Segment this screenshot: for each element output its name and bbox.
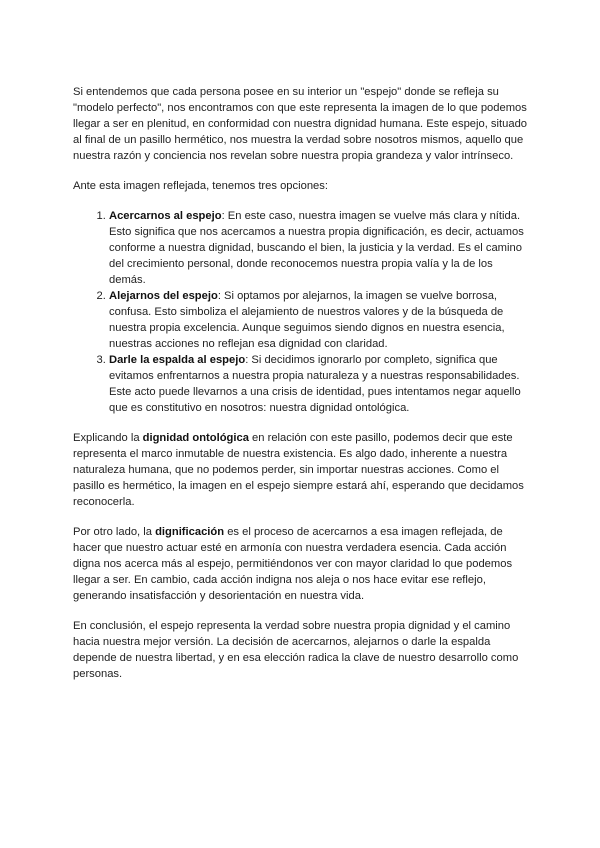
option-text: : Si optamos por alejarnos, la imagen se vuelve borrosa, confusa. Esto simboliza el alejamiento de nuestros valores y de la búsqueda de nuestra propia excelencia. Aunque seguimos siendo dignos en nuestra esencia, nuestras acciones no reflejan esa dignidad con claridad. [109,290,505,350]
paragraph-text: es el proceso de acercarnos a esa imagen reflejada, de hacer que nuestro actuar esté en armonía con nuestra verdadera esencia. Cada acción digna nos acerca más al espejo, permitiéndonos ver con mayor claridad lo que podemos llegar a ser. En cambio, cada acción indigna nos aleja o nos hace evitar ese reflejo, generando insatisfacción y desorientación en nuestra vida. [73,526,513,602]
option-text: : En este caso, nuestra imagen se vuelve más clara y nítida. Esto significa que nos acercamos a nuestra propia dignificación, es decir, actuamos conforme a nuestra dignidad, buscando el bien, la justicia y la verdad. Es el camino del crecimiento personal, donde reconocemos nuestra propia valía y la de los demás. [109,210,524,286]
paragraph-text: Por otro lado, la [73,526,156,538]
list-item [109,352,531,416]
conclusion-paragraph: En conclusión, el espejo representa la verdad sobre nuestra propia dignidad y el camino hacia nuestra mejor versión. La decisión de acercarnos, alejarnos o darle la espalda depende de nuestra libertad, y en esa elección radica la clave de nuestro desarrollo como personas. [73,620,519,680]
paragraph-text: Explicando la [73,432,143,444]
bold-term: dignidad ontológica [142,432,249,444]
option-text: : Si decidimos ignorarlo por completo, significa que evitamos enfrentarnos a nuestra propia naturaleza y a nuestras responsabilidades. Este acto puede llevarnos a una crisis de identidad, pues intentamos negar aquello que es constitutivo en nosotros: nuestra dignidad ontológica. [109,354,521,414]
list-item [109,288,531,352]
paragraph-text: en relación con este pasillo, podemos decir que este representa el marco inmutable de nuestra existencia. Es algo dado, inherente a nuestra naturaleza humana, que no podemos perder, sin importar nuestras acciones. Como el pasillo es hermético, la imagen en el espejo siempre estará ahí, esperando que decidamos reconocerla. [73,432,524,508]
options-list [73,208,531,416]
list-item [109,208,531,288]
option-term: Acercarnos al espejo [109,210,222,222]
bold-term: dignificación [155,526,225,538]
option-term: Darle la espalda al espejo [109,354,246,366]
intro-paragraph: Si entendemos que cada persona posee en su interior un "espejo" donde se refleja su "modelo perfecto", nos encontramos con que este representa la imagen de lo que podemos llegar a ser en plenitud, en conformidad con nuestra dignidad humana. Este espejo, situado al final de un pasillo hermético, nos muestra la verdad sobre nosotros mismos, aquello que nuestra razón y conciencia nos revelan sobre nuestra propia grandeza y valor intrínseco. [73,86,528,162]
document-body [73,84,531,696]
dignification-paragraph [73,524,531,604]
options-intro: Ante esta imagen reflejada, tenemos tres opciones: [73,180,328,192]
option-term: Alejarnos del espejo [109,290,218,302]
ontological-dignity-paragraph [73,430,531,510]
